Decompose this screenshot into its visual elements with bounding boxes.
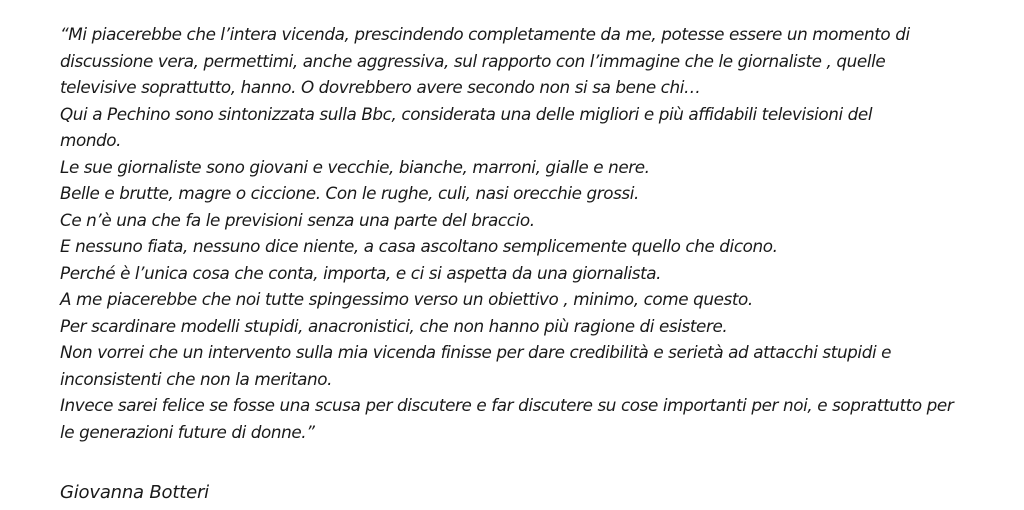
quote-line: Perché è l’unica cosa che conta, importa, e ci si aspetta da una giornalista.: [60, 262, 662, 283]
quote-line: “Mi piacerebbe che l’intera vicenda, prescindendo completamente da me, potesse essere un momento di: [60, 24, 910, 44]
quote-line: discussione vera, permettimi, anche aggressiva, sul rapporto con l’immagine che le giornaliste , quelle: [60, 50, 886, 71]
author-signature: Giovanna Botteri: [60, 482, 209, 503]
quote-line: A me piacerebbe che noi tutte spingessimo verso un obiettivo , minimo, come questo.: [60, 289, 753, 309]
quote-line: E nessuno fiata, nessuno dice niente, a casa ascoltano semplicemente quello che dicono.: [60, 236, 778, 256]
quote-line: Non vorrei che un intervento sulla mia vicenda finisse per dare credibilità e serietà ad attacchi stupidi e: [60, 342, 892, 362]
quote-line: inconsistenti che non la meritano.: [60, 368, 333, 389]
quote-line: mondo.: [60, 130, 122, 150]
quote-line: Ce n’è una che fa le previsioni senza una parte del braccio.: [60, 209, 535, 230]
quote-line: le generazioni future di donne.”: [60, 421, 315, 442]
quote-line: Belle e brutte, magre o ciccione. Con le rughe, culi, nasi orecchie grossi.: [60, 183, 639, 203]
quote-line: Per scardinare modelli stupidi, anacronistici, che non hanno più ragione di esistere.: [60, 315, 728, 336]
quote-line: Le sue giornaliste sono giovani e vecchie, bianche, marroni, gialle e nere.: [60, 156, 650, 177]
quote-line: Invece sarei felice se fosse una scusa per discutere e far discutere su cose importanti per noi, e soprattutto per: [60, 395, 954, 415]
quote-block: [60, 21, 1000, 445]
quote-line: Qui a Pechino sono sintonizzata sulla Bbc, considerata una delle migliori e più affidabili televisioni del: [60, 103, 873, 124]
quote-line: televisive soprattutto, hanno. O dovrebbero avere secondo non si sa bene chi…: [60, 77, 701, 97]
